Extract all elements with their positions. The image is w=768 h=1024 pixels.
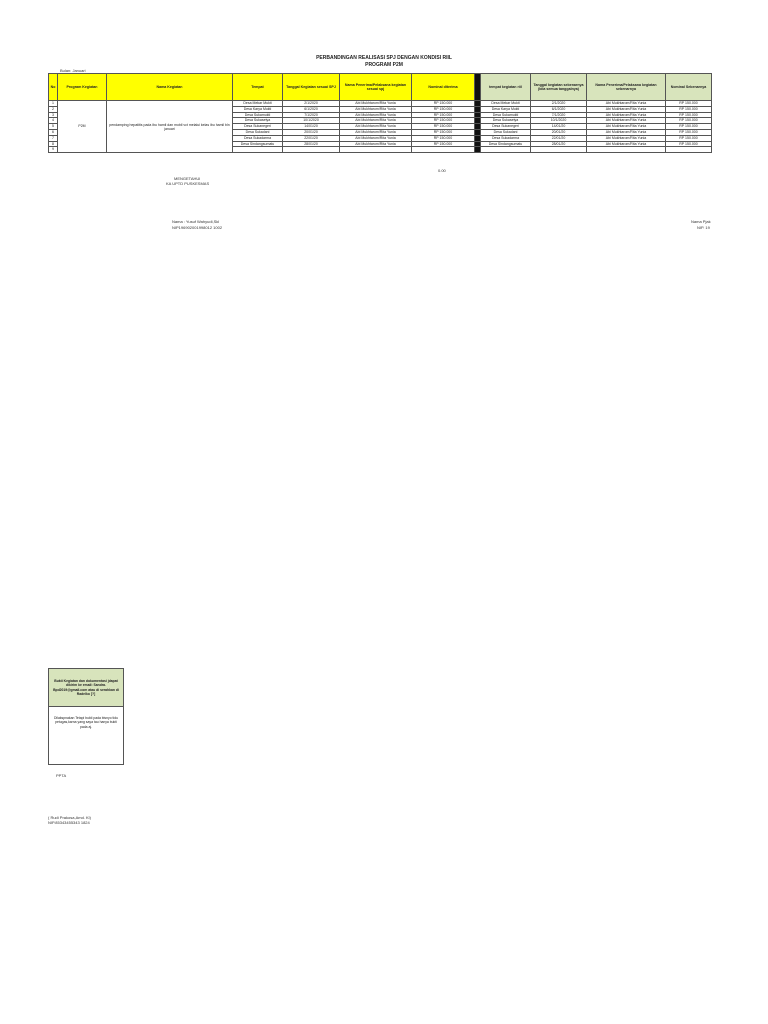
cell-nominal: RP 150.000 (412, 135, 475, 141)
cell-nominal-riil: RP 150.000 (666, 129, 712, 135)
cell-penerima-riil: Abi Mukhtarom/Rita Yunia (587, 124, 666, 130)
cell-tanggal-spj: 28/01/20 (283, 141, 340, 147)
cell-penerima: Abi Mukhtarom/Rita Yunia (340, 135, 412, 141)
cell-no: 1 (49, 101, 58, 107)
cell-penerima: Abi Mukhtarom/Rita Yunia (340, 118, 412, 124)
col-header-nama: Nama Kegiatan (107, 74, 233, 101)
note-evidence-text: Bukti Kegiatan dan dokumentasi jdapat dikirim ke email: Sandra. Bpd2019@gmail.com atau di serahkan di Radelko [?] (49, 669, 123, 707)
cell-tanggal-riil: 28/01/20 (531, 141, 587, 147)
cell-tanggal-spj: 10/1/2020 (283, 118, 340, 124)
cell-tempat-riil: Desa Sukadarma (481, 135, 531, 141)
cell-no: 4 (49, 118, 58, 124)
cell-tanggal-spj: 20/01/20 (283, 129, 340, 135)
cell-nominal-riil: RP 150.000 (666, 112, 712, 118)
cell-nominal: RP 150.000 (412, 101, 475, 107)
approve-line1: MENGETAHUI (174, 176, 201, 181)
cell-penerima: Abi Mukhtarom/Rita Yunia (340, 106, 412, 112)
col-header-nominal-riil: Nominal Sebenarnya (666, 74, 712, 101)
cell-tanggal-riil: 7/1/2020 (531, 112, 587, 118)
cell-no: 9 (49, 147, 58, 153)
cell-nominal: RP 150.000 (412, 118, 475, 124)
report-title-line2: PROGRAM P2M (365, 62, 403, 68)
cell-nominal-riil: RP 150.000 (666, 135, 712, 141)
cell-nominal: RP 150.000 (412, 106, 475, 112)
cell-tempat: Desa Mekar Mukti (233, 101, 283, 107)
cell-tanggal-riil: 6/1/2020 (531, 106, 587, 112)
cell-tempat: Desa Sukamukti (233, 112, 283, 118)
left-signatory-nip: NIP196902001998012 1002 (172, 225, 223, 230)
cell-tanggal-riil: 14/01/20 (531, 124, 587, 130)
cell-tempat-riil: Desa Sukamukti (481, 112, 531, 118)
month-label: Bulan: Januari (60, 68, 86, 73)
cell-penerima-riil: Abi Mukhtarom/Rita Yunia (587, 118, 666, 124)
cell-tempat-riil (481, 147, 531, 153)
cell-tanggal-spj: 6/1/2020 (283, 106, 340, 112)
cell-nominal-riil (666, 147, 712, 153)
cell-penerima-riil: Abi Mukhtarom/Rita Yunia (587, 135, 666, 141)
cell-tanggal-spj: 22/01/20 (283, 135, 340, 141)
col-header-tempat: Tempat (233, 74, 283, 101)
cell-penerima: Abi Mukhtarom/Rita Yunia (340, 112, 412, 118)
cell-nominal: RP 150.000 (412, 124, 475, 130)
cell-penerima (340, 147, 412, 153)
cell-tempat: Desa Sukasetya (233, 118, 283, 124)
cell-penerima-riil: Abi Mukhtarom/Rita Yunia (587, 129, 666, 135)
table-header-row (49, 74, 712, 101)
cell-no: 6 (49, 129, 58, 135)
cell-no: 2 (49, 106, 58, 112)
note-box (48, 668, 124, 765)
cell-nominal-riil: RP 150.000 (666, 101, 712, 107)
cell-tempat-riil: Desa Karya Mukti (481, 106, 531, 112)
cell-program: P2M (58, 101, 107, 153)
approve-line2: KA UPTD PUSKESMAS (166, 181, 210, 186)
cell-tempat-riil: Desa Sukanegeri (481, 124, 531, 130)
cell-nominal-riil: RP 150.000 (666, 124, 712, 130)
cell-tanggal-riil: 2/1/2020 (531, 101, 587, 107)
cell-tanggal-spj: 14/01/20 (283, 124, 340, 130)
cell-tanggal-spj (283, 147, 340, 153)
col-header-program: Program Kegiatan (58, 74, 107, 101)
cell-nominal-riil: RP 150.000 (666, 106, 712, 112)
cell-tempat: Desa Karya Mukti (233, 106, 283, 112)
cell-tempat-riil: Desa Sindangsumatu (481, 141, 531, 147)
cell-penerima-riil: Abi Mukhtarom/Rita Yunia (587, 112, 666, 118)
ppta-label: PPTA (56, 773, 67, 778)
cell-no: 3 (49, 112, 58, 118)
cell-penerima-riil: Abi Mukhtarom/Rita Yunia (587, 141, 666, 147)
cell-no: 7 (49, 135, 58, 141)
cell-tempat-riil: Desa Mekar Mukti (481, 101, 531, 107)
cell-tanggal-riil: 20/01/20 (531, 129, 587, 135)
left-signatory-name: Nama : Yusuf Wahyudi,Skl (172, 219, 220, 224)
cell-tempat: Desa Sindangsumatu (233, 141, 283, 147)
ppta-nip: NIP.85343455343 1824 (48, 820, 90, 825)
col-header-tempat-riil: tempat kegiatan riil (481, 74, 531, 101)
cell-tanggal-spj: 7/1/2020 (283, 112, 340, 118)
col-header-tanggal-riil: Tanggal kegiatan sebenarnya (bila semua tanggalnya) (531, 74, 587, 101)
ppta-name: ( Rudi Prakosa,Amd. Kl) (48, 815, 91, 820)
cell-tanggal-riil: 10/1/2020 (531, 118, 587, 124)
report-title-line1: PERBANDINGAN REALISASI SPJ DENGAN KONDISI RIIL (316, 55, 452, 61)
right-signatory-nip: NIP. 19 (697, 225, 710, 230)
cell-penerima: Abi Mukhtarom/Rita Yunia (340, 141, 412, 147)
cell-tempat (233, 147, 283, 153)
cell-nominal: RP 150.000 (412, 129, 475, 135)
col-header-penerima: Nama Penerima/Pelaksana kegiatan sesuai spj (340, 74, 412, 101)
cell-nominal (412, 147, 475, 153)
note-remark-text: Dilakspnakan Tetapi bukti pada bisnyo tidu petugas,karna yang saya tau hanya bukti pada aj. (53, 716, 119, 729)
cell-penerima: Abi Mukhtarom/Rita Yunia (340, 129, 412, 135)
cell-tempat: Desa Sukadarma (233, 135, 283, 141)
cell-penerima-riil: Abi Mukhtarom/Rita Yunia (587, 101, 666, 107)
cell-tanggal-riil (531, 147, 587, 153)
cell-tanggal-spj: 2/1/2020 (283, 101, 340, 107)
col-header-tanggal-spj: Tanggal Kegiatan sesuai SPJ (283, 74, 340, 101)
cell-nominal: RP 150.000 (412, 141, 475, 147)
cell-tempat: Desa Sukanegeri (233, 124, 283, 130)
comparison-table (48, 73, 712, 153)
total-value: 0.00 (438, 168, 446, 173)
cell-nominal-riil: RP 150.000 (666, 141, 712, 147)
table-row (49, 101, 712, 107)
cell-tanggal-riil: 22/01/20 (531, 135, 587, 141)
cell-nominal: RP 150.000 (412, 112, 475, 118)
col-header-no: No (49, 74, 58, 101)
cell-penerima-riil (587, 147, 666, 153)
cell-nama-kegiatan: pendamping hepatitis pada ibu hamil dan mobil vct melalui kelas ibu hamil bln januari (107, 101, 233, 153)
cell-tempat: Desa Sukadani (233, 129, 283, 135)
cell-nominal-riil: RP 150.000 (666, 118, 712, 124)
cell-no: 5 (49, 124, 58, 130)
cell-penerima-riil: Abi Mukhtarom/Rita Yunia (587, 106, 666, 112)
cell-penerima: Abi Mukhtarom/Rita Yunia (340, 101, 412, 107)
cell-penerima: Abi Mukhtarom/Rita Yunia (340, 124, 412, 130)
col-header-penerima-riil: Nama Penerima/Pelaksana kegiatan sebenarnya (587, 74, 666, 101)
cell-no: 8 (49, 141, 58, 147)
right-signatory-name: Nama Pjak (691, 219, 711, 224)
cell-tempat-riil: Desa Sukasetya (481, 118, 531, 124)
col-header-nominal: Nominal diterima (412, 74, 475, 101)
cell-tempat-riil: Desa Sukadani (481, 129, 531, 135)
